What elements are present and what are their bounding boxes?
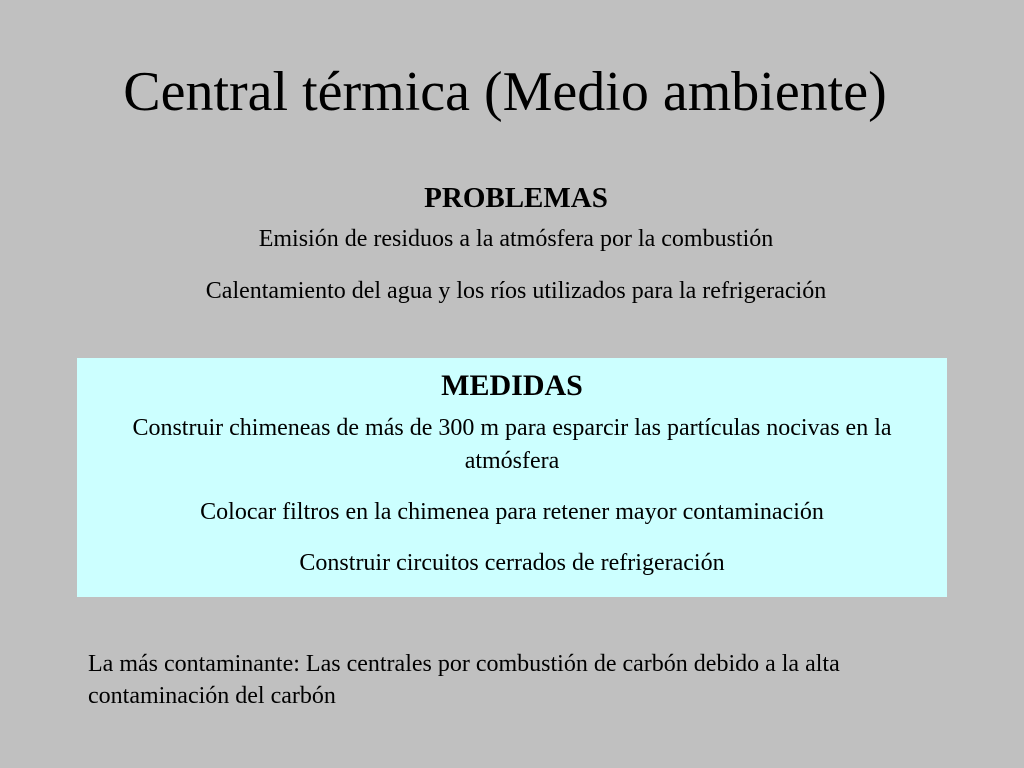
measures-heading: MEDIDAS [441,369,583,402]
slide-title: Central térmica (Medio ambiente) [123,61,887,123]
measure-item-chimneys: Construir chimeneas de más de 300 m para esparcir las partículas nocivas en la atmósfera [132,415,892,474]
problem-item-emissions: Emisión de residuos a la atmósfera por la combustión [258,226,774,252]
problems-heading: PROBLEMAS [424,182,608,214]
problems-section [40,178,992,328]
measure-item-filters: Colocar filtros en la chimenea para retener mayor contaminación [200,499,824,525]
problem-item-water-heating: Calentamiento del agua y los ríos utilizados para la refrigeración [205,278,827,304]
measure-item-cooling-circuits: Construir circuitos cerrados de refrigeración [299,550,725,576]
measures-box [77,358,947,597]
conclusion-text: La más contaminante: Las centrales por combustión de carbón debido a la alta contaminación del carbón [88,651,840,709]
